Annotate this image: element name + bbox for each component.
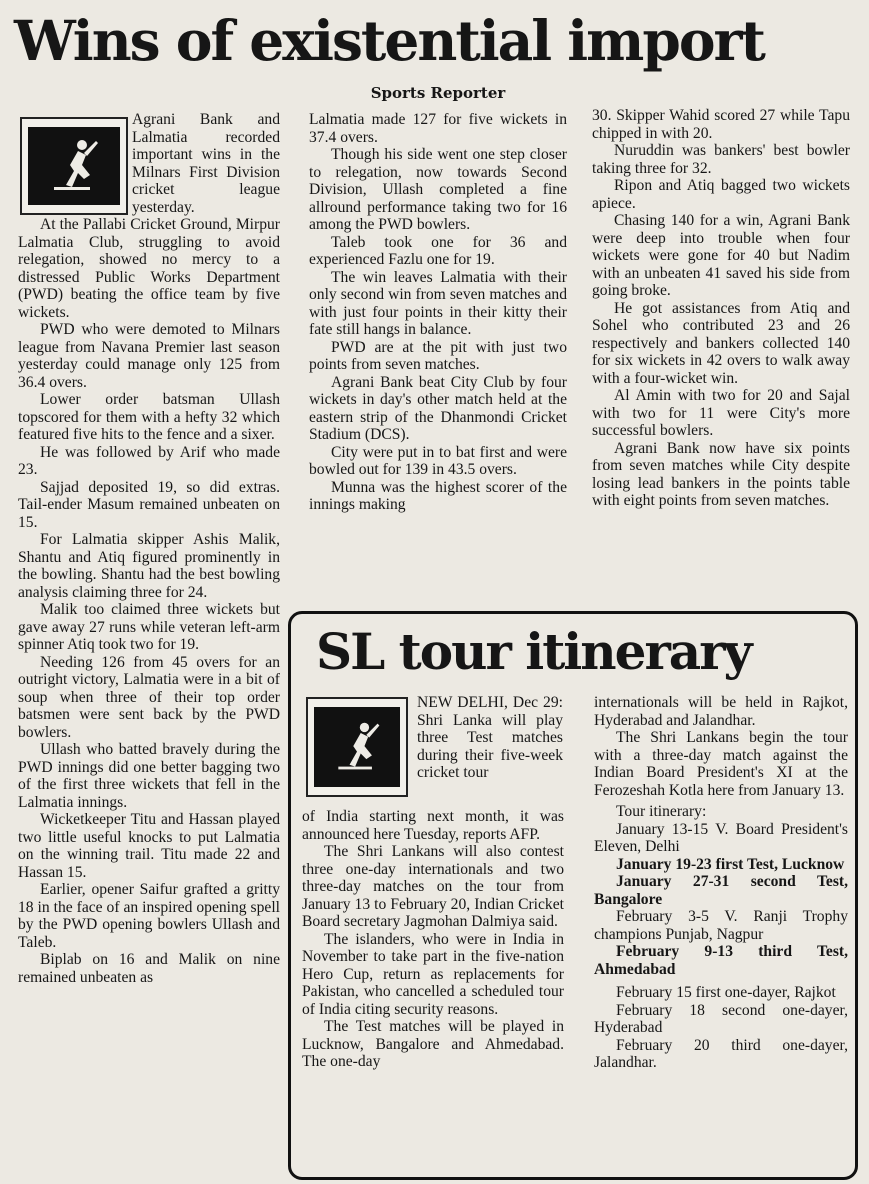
cricket-batsman-icon: [20, 117, 128, 215]
paragraph: Lalmatia made 127 for five wickets in 37.4 overs.: [309, 111, 567, 146]
itinerary-title: Tour itinerary:: [616, 803, 707, 820]
paragraph: Earlier, opener Saifur grafted a gritty 18 in the face of an inspired opening spell by the PWD opening bowlers Ullash and Taleb.: [18, 881, 280, 951]
paragraph: Sajjad deposited 19, so did extras. Tail-ender Masum remained unbeaten on 15.: [18, 478, 280, 531]
paragraph: PWD who were demoted to Milnars league from Navana Premier last season yesterday could manage only 125 from 36.4 overs.: [18, 321, 280, 391]
headline-wins-of-existential-import: Wins of existential import: [14, 8, 764, 73]
intro-paragraph: NEW DELHI, Dec 29: Shri Lanka will play three Test matches during their five-week cricket tour: [417, 694, 563, 781]
paragraph: Lower order batsman Ullash topscored for them with a hefty 32 which featured five hits to the fence and a sixer.: [18, 391, 280, 443]
paragraph: of India starting next month, it was announced here Tuesday, reports AFP.: [302, 808, 564, 843]
paragraph: Taleb took one for 36 and experienced Fazlu one for 19.: [309, 233, 567, 268]
paragraph: At the Pallabi Cricket Ground, Mirpur Lalmatia Club, struggling to avoid relegation, showed no mercy to a distressed Public Works Department (PWD) beating the office team by five wickets.: [18, 216, 280, 321]
paragraph: Ripon and Atiq bagged two wickets apiece.: [592, 177, 850, 212]
article1-column-3: [592, 107, 850, 510]
article2-column-2: [594, 694, 848, 1072]
paragraph: The win leaves Lalmatia with their only second win from seven matches and with just four points in their kitty their fate still hangs in balance.: [309, 268, 567, 338]
itinerary-list: [594, 803, 848, 1072]
paragraph: Biplab on 16 and Malik on nine remained unbeaten as: [18, 951, 280, 986]
paragraph: Nuruddin was bankers' best bowler taking three for 32.: [592, 142, 850, 177]
itinerary-item: February 9-13 third Test, Ahmedabad: [594, 943, 848, 978]
paragraph: He was followed by Arif who made 23.: [18, 443, 280, 478]
paragraph: Munna was the highest scorer of the innings making: [309, 478, 567, 513]
byline: Sports Reporter: [370, 84, 506, 102]
paragraph: Agrani Bank now have six points from seven matches while City despite losing lead bankers in the points table with eight points from seven matches.: [592, 439, 850, 509]
article1-column-2: [309, 111, 567, 514]
cricket-batsman-icon: [306, 697, 408, 797]
paragraph: The islanders, who were in India in November to take part in the five-nation Hero Cup, return as replacements for Pakistan, who cancelled a scheduled tour of India citing security reasons.: [302, 930, 564, 1018]
paragraph: City were put in to bat first and were bowled out for 139 in 43.5 overs.: [309, 443, 567, 478]
paragraph: 30. Skipper Wahid scored 27 while Tapu chipped in with 20.: [592, 107, 850, 142]
paragraph: For Lalmatia skipper Ashis Malik, Shantu and Atiq figured prominently in the bowling. Shantu had the best bowling analysis claiming three for 24.: [18, 531, 280, 601]
paragraph: Malik too claimed three wickets but gave away 27 runs while veteran left-arm spinner Atiq took two for 19.: [18, 601, 280, 653]
itinerary-item: February 18 second one-dayer, Hyderabad: [594, 1001, 848, 1036]
paragraph: Needing 126 from 45 overs for an outright victory, Lalmatia were in a bit of soup when three of their top order batsmen were sent back by the PWD bowlers.: [18, 653, 280, 741]
itinerary-item: January 13-15 V. Board President's Eleven, Delhi: [594, 820, 848, 855]
itinerary-item: January 27-31 second Test, Bangalore: [594, 873, 848, 908]
paragraph: Agrani Bank beat City Club by four wickets in day's other match held at the eastern strip of the Dhanmondi Cricket Stadium (DCS).: [309, 373, 567, 443]
paragraph: The Shri Lankans begin the tour with a three-day match against the Indian Board President's XI at the Ferozeshah Kotla here from January 13.: [594, 729, 848, 799]
paragraph: Wicketkeeper Titu and Hassan played two little useful knocks to put Lalmatia on the winning trail. Titu made 22 and Hassan 15.: [18, 811, 280, 881]
paragraph: Ullash who batted bravely during the PWD innings did one better bagging two of the first three wickets that fell in the Lalmatia innings.: [18, 741, 280, 811]
paragraph: The Shri Lankans will also contest three one-day internationals and two three-day matches on the tour from January 13 to February 20, Indian Cricket Board secretary Jagmohan Dalmiya said.: [302, 843, 564, 930]
headline-sl-tour-itinerary: SL tour itinerary: [316, 622, 751, 681]
paragraph: PWD are at the pit with just two points from seven matches.: [309, 338, 567, 373]
article2-column-1: [302, 808, 564, 1071]
itinerary-item: January 19-23 first Test, Lucknow: [616, 855, 845, 873]
intro-paragraph: Agrani Bank and Lalmatia recorded important wins in the Milnars First Division cricket league yesterday.: [132, 111, 280, 216]
paragraph: Al Amin with two for 20 and Sajal with two for 11 were City's more successful bowlers.: [592, 387, 850, 439]
paragraph: internationals will be held in Rajkot, Hyderabad and Jalandhar.: [594, 694, 848, 729]
itinerary-item: February 15 first one-dayer, Rajkot: [616, 984, 836, 1001]
itinerary-item: February 3-5 V. Ranji Trophy champions Punjab, Nagpur: [594, 908, 848, 943]
article2-intro: [417, 694, 563, 782]
paragraph: The Test matches will be played in Lucknow, Bangalore and Ahmedabad. The one-day: [302, 1018, 564, 1070]
article1-column-1: [18, 216, 280, 986]
paragraph: He got assistances from Atiq and Sohel who contributed 23 and 26 respectively and bankers collected 140 for six wickets in 42 overs to walk away with a four-wicket win.: [592, 299, 850, 387]
paragraph: Chasing 140 for a win, Agrani Bank were deep into trouble when four wickets were gone for 40 but Nadim with an unbeaten 41 saved his side from going broke.: [592, 212, 850, 299]
paragraph: Though his side went one step closer to relegation, now towards Second Division, Ullash completed a fine allround performance taking two for 16 among the PWD bowlers.: [309, 146, 567, 233]
itinerary-item: February 20 third one-dayer, Jalandhar.: [594, 1036, 848, 1071]
article1-intro: [132, 111, 280, 216]
